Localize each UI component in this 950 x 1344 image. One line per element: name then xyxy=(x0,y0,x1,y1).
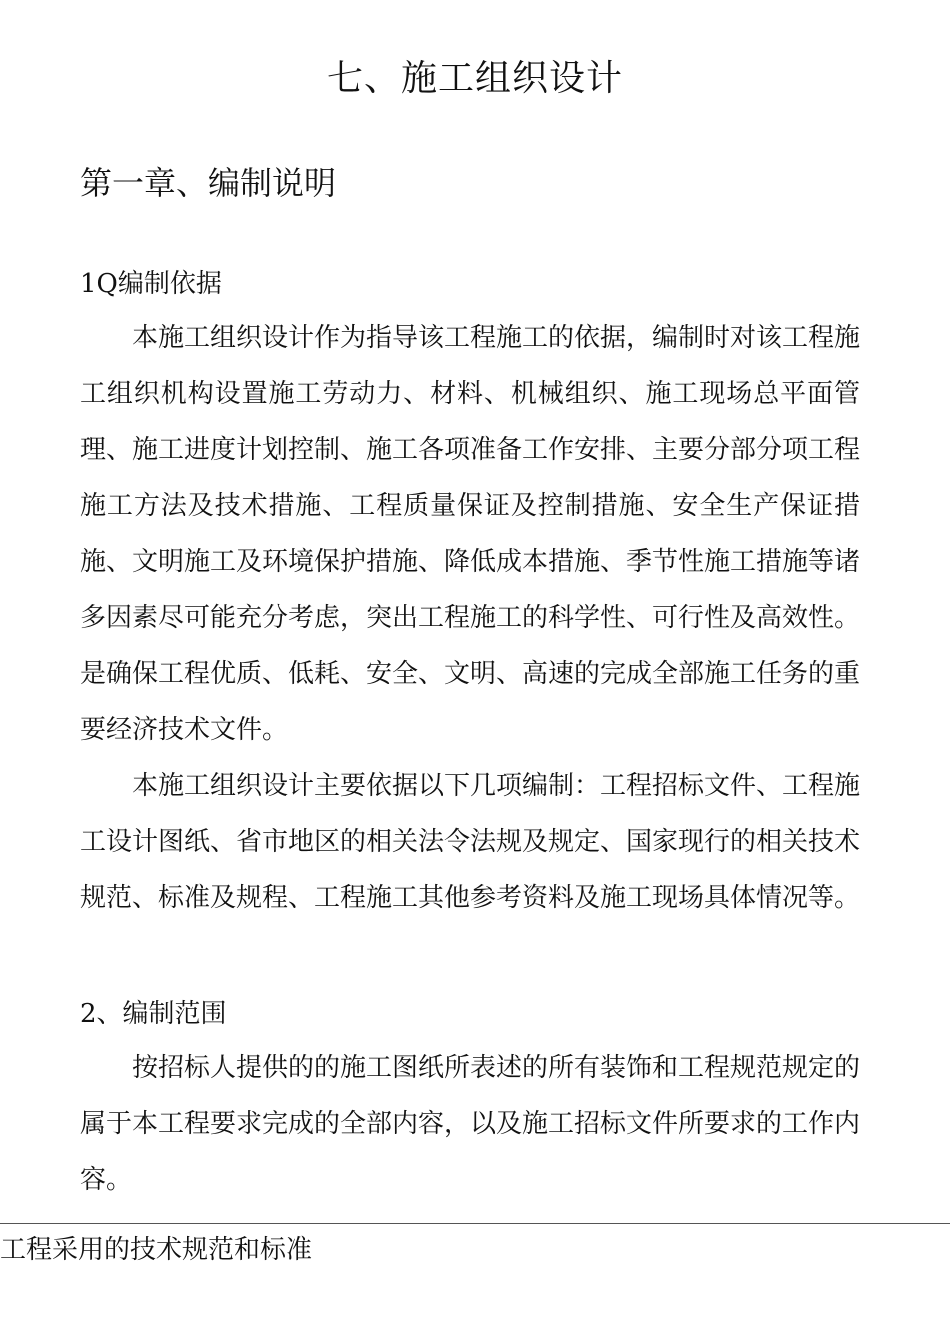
chapter-title: 第一章、编制说明 xyxy=(80,164,337,202)
paragraph-basis-sources: 本施工组织设计主要依据以下几项编制：工程招标文件、工程施工设计图纸、省市地区的相关法令法规及规定、国家现行的相关技术规范、标准及规程、工程施工其他参考资料及施工现场具体情况等。 xyxy=(80,771,861,913)
page-title: 七、施工组织设计 xyxy=(326,58,623,99)
section-heading-basis: 1Q编制依据 xyxy=(80,269,222,299)
paragraph-scope: 按招标人提供的的施工图纸所表述的所有装饰和工程规范规定的属于本工程要求完成的全部内容，以及施工招标文件所要求的工作内容。 xyxy=(80,1053,861,1195)
paragraph-basis-intro: 本施工组织设计作为指导该工程施工的依据，编制时对该工程施工组织机构设置施工劳动力、材料、机械组织、施工现场总平面管理、施工进度计划控制、施工各项准备工作安排、主要分部分项工程施工方法及技术措施、工程质量保证及控制措施、安全生产保证措施、文明施工及环境保护措施、降低成本措施、季节性施工措施等诸多因素尽可能充分考虑，突出工程施工的科学性、可行性及高效性。是确保工程优质、低耗、安全、文明、高速的完成全部施工任务的重要经济技术文件。 xyxy=(80,323,861,745)
section-heading-scope: 2、编制范围 xyxy=(80,999,227,1029)
next-section-heading: 工程采用的技术规范和标准 xyxy=(0,1235,313,1265)
page-divider xyxy=(0,1223,950,1224)
